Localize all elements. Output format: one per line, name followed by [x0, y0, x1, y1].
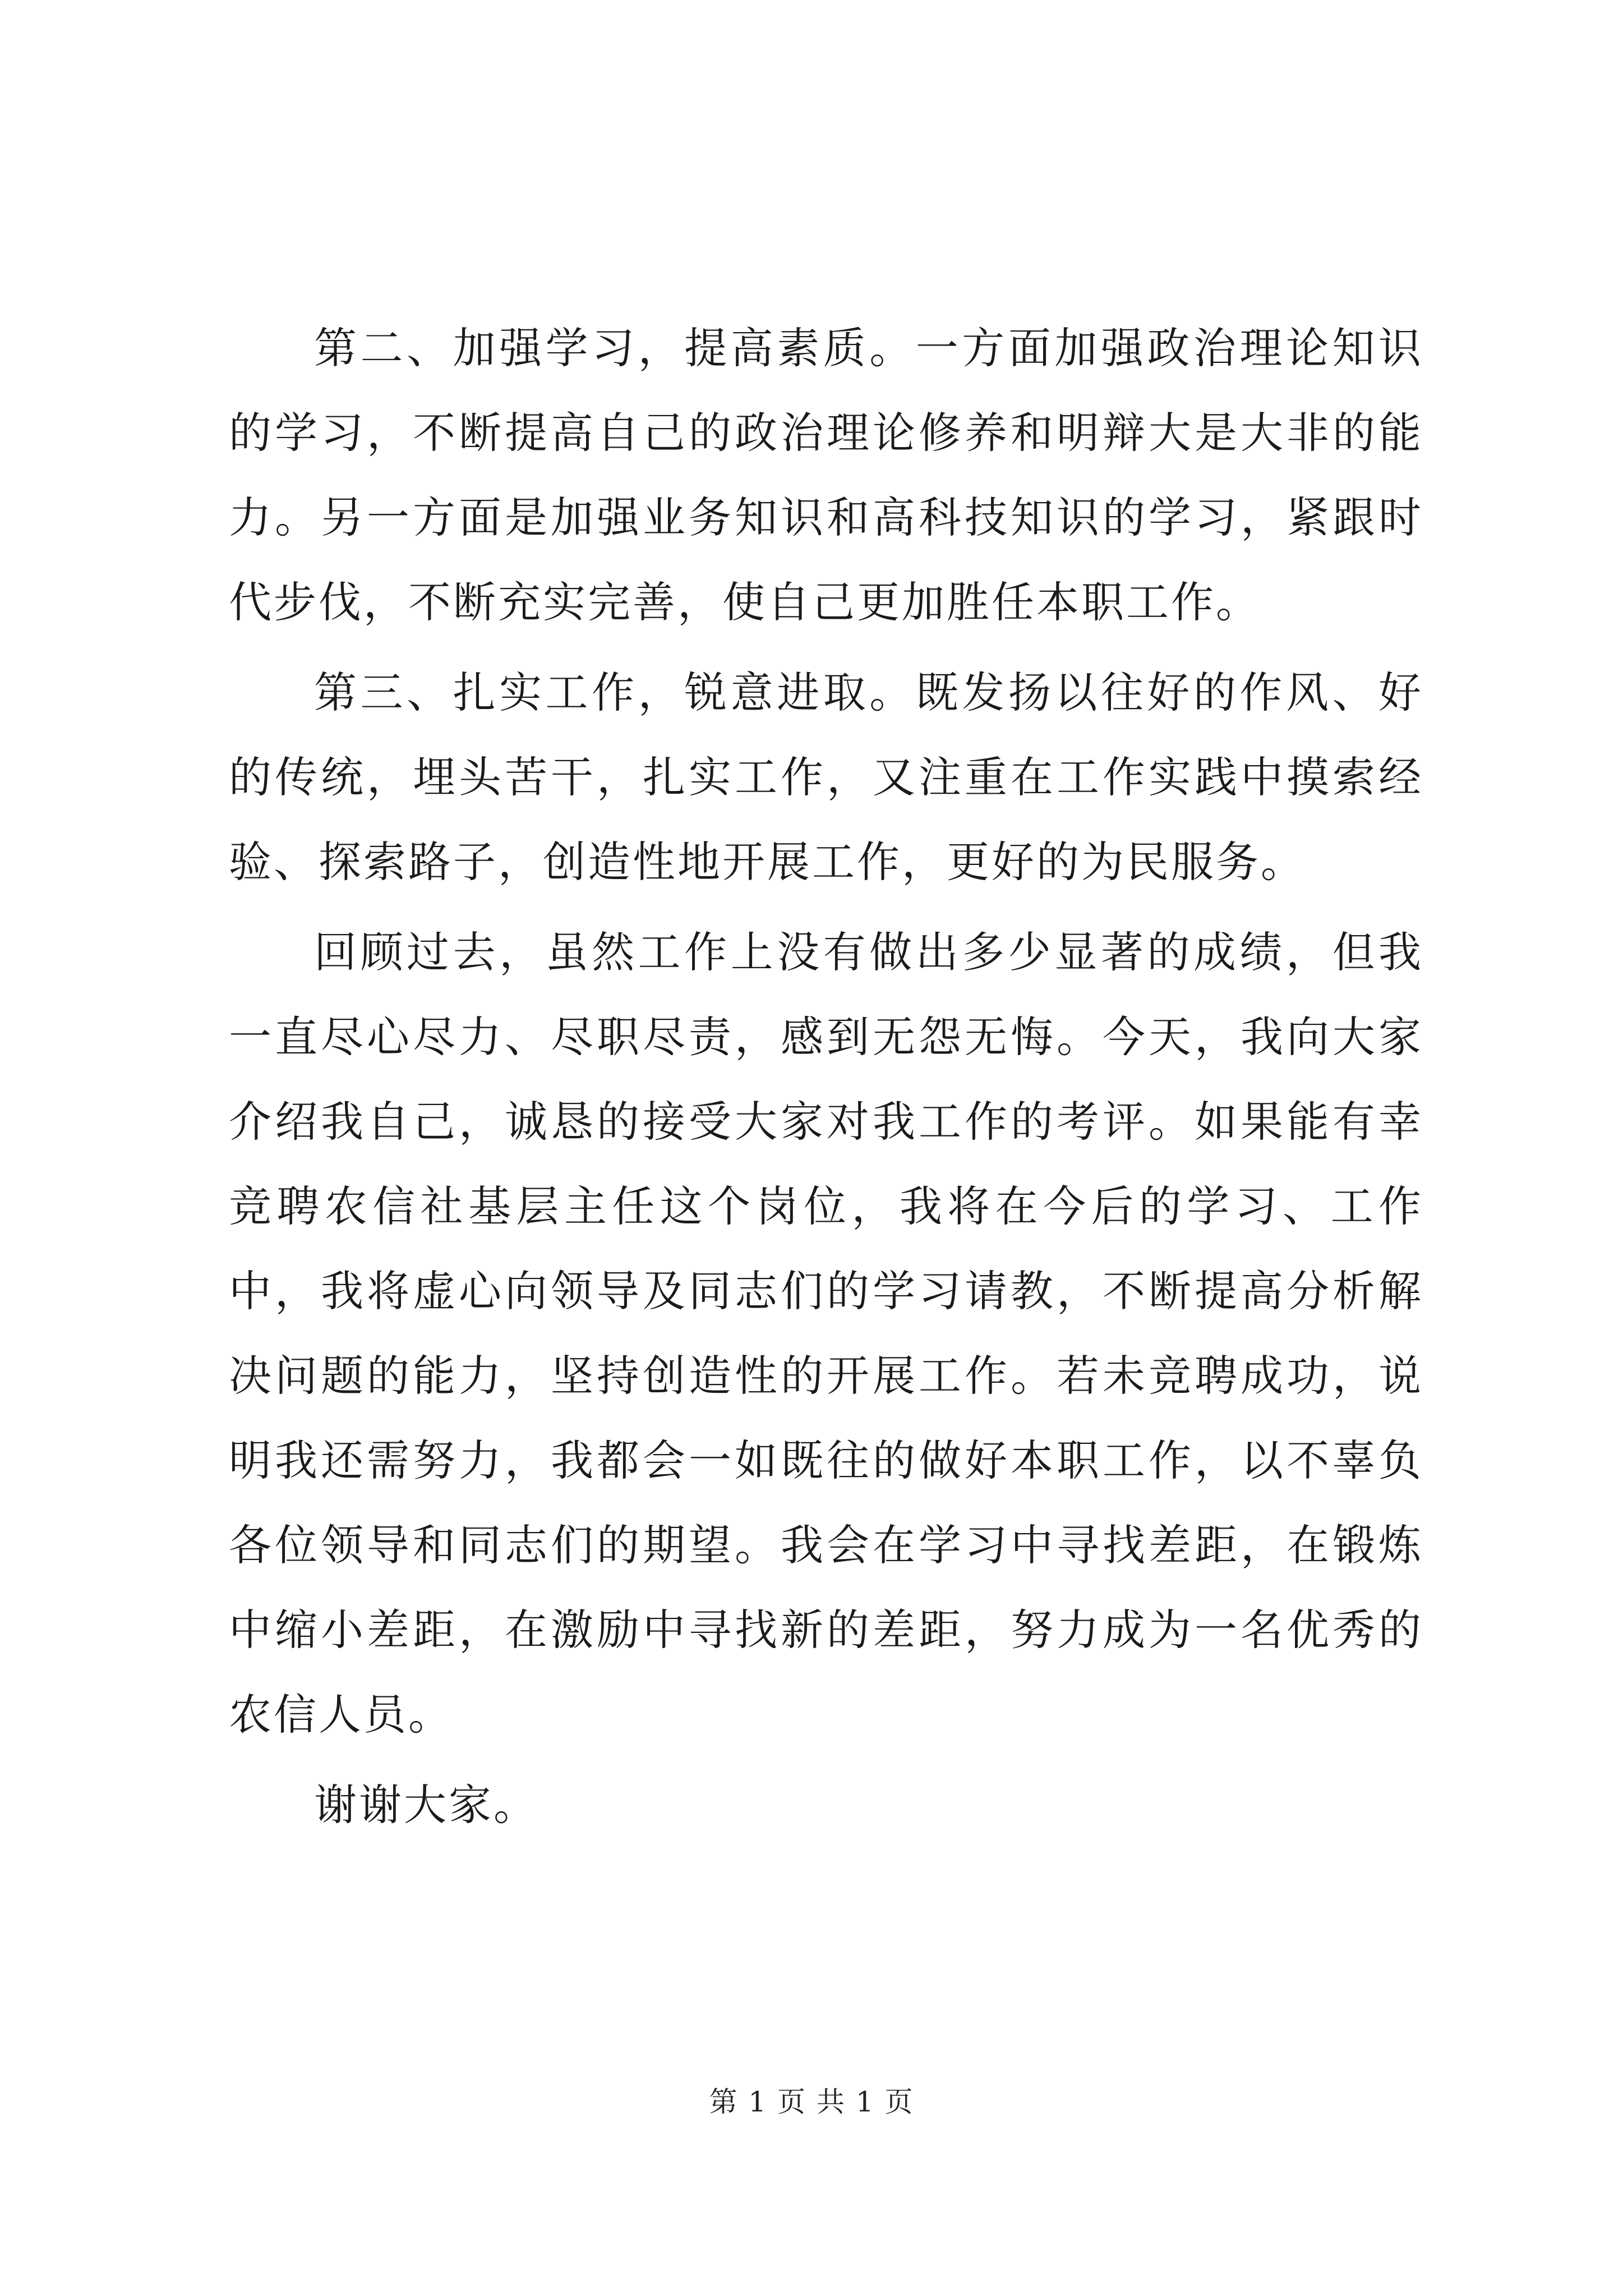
- paragraph-strengthen-study: 第二、加强学习，提高素质。一方面加强政治理论知识的学习，不断提高自己的政治理论修养和明辩大是大非的能力。另一方面是加强业务知识和高科技知识的学习，紧跟时代步伐，不断充实完善，使自己更加胜任本职工作。: [229, 323, 1423, 627]
- paragraph-thanks: 谢谢大家。: [314, 1780, 538, 1830]
- document-body: [229, 306, 1423, 1853]
- paragraph-review-past: 回顾过去，虽然工作上没有做出多少显著的成绩，但我一直尽心尽力、尽职尽责，感到无怨无悔。今天，我向大家介绍我自己，诚恳的接受大家对我工作的考评。如果能有幸竞聘农信社基层主任这个岗位，我将在今后的学习、工作中，我将虚心向领导及同志们的学习请教，不断提高分析解决问题的能力，坚持创造性的开展工作。若未竞聘成功，说明我还需努力，我都会一如既往的做好本职工作，以不辜负各位领导和同志们的期望。我会在学习中寻找差距，在锻炼中缩小差距，在激励中寻找新的差距，努力成为一名优秀的农信人员。: [229, 927, 1423, 1740]
- paragraph-solid-work: 第三、扎实工作，锐意进取。既发扬以往好的作风、好的传统，埋头苦干，扎实工作，又注重在工作实践中摸索经验、探索路子，创造性地开展工作，更好的为民服务。: [229, 668, 1423, 887]
- page-number-footer: 第 1 页 共 1 页: [709, 2086, 914, 2118]
